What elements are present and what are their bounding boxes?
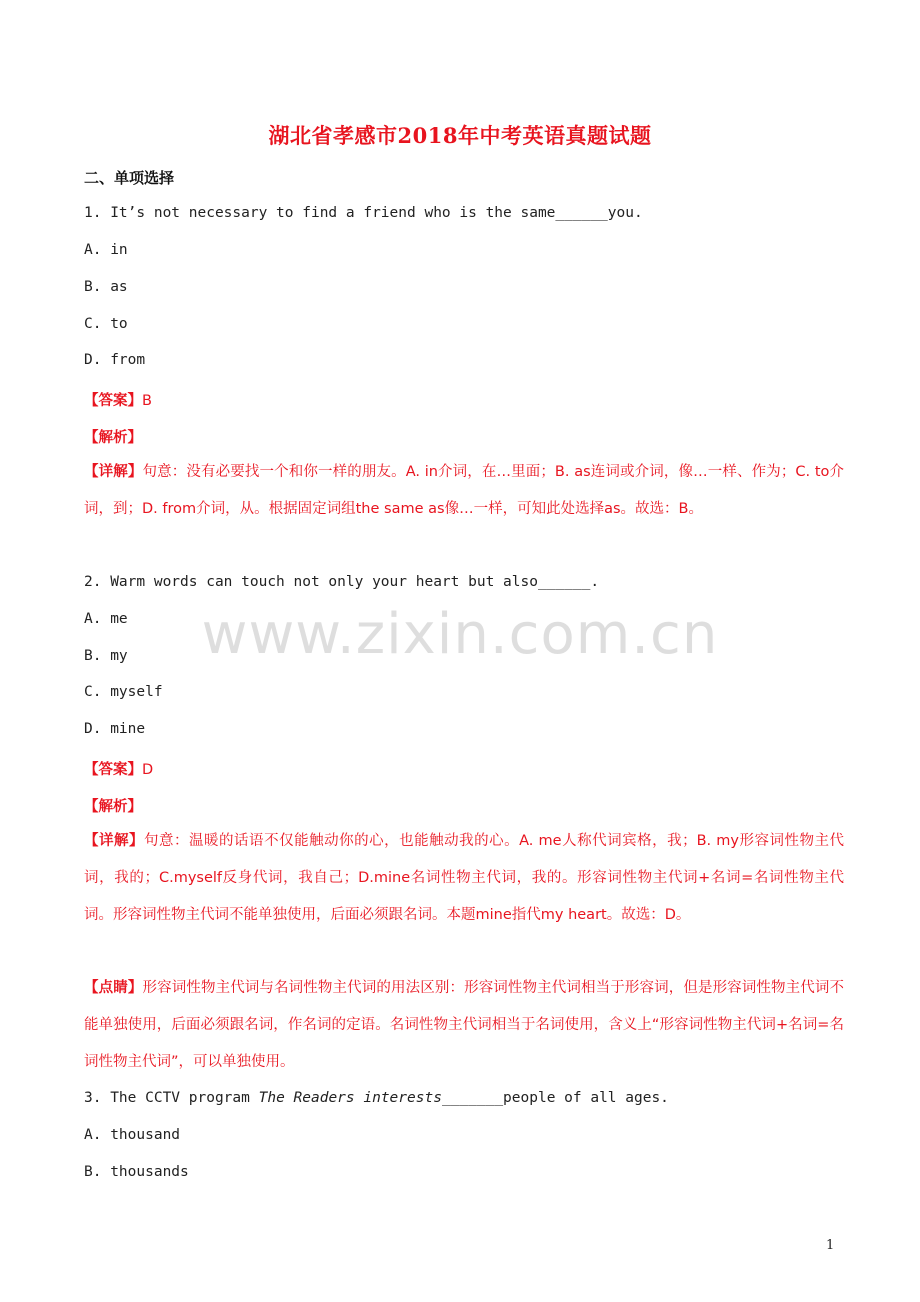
- tip-tag: 【点睛】: [84, 980, 143, 996]
- answer-value: B: [142, 393, 152, 409]
- question-1-answer: [84, 389, 152, 410]
- tip-text: 形容词性物主代词与名词性物主代词的用法区别：形容词性物主代词相当于形容词，但是形容词性物主代词不能单独使用，后面必须跟名词，作名词的定语。名词性物主代词相当于名词使用，含义上“形容词性物主代词+名词=名词性物主代词”，可以单独使用。: [84, 980, 845, 1070]
- question-1-stem: 1. It’s not necessary to find a friend who is the same______you.: [84, 205, 643, 221]
- program-name: The Readers interests: [258, 1090, 442, 1106]
- question-2-analysis-tag: 【解析】: [84, 799, 142, 815]
- question-2-answer: [84, 758, 153, 779]
- question-3-option-b: B. thousands: [84, 1164, 189, 1180]
- question-2-option-a: A. me: [84, 611, 128, 627]
- question-1-option-b: B. as: [84, 279, 128, 295]
- question-2-option-b: B. my: [84, 648, 128, 664]
- answer-tag: 【答案】: [84, 393, 142, 409]
- watermark: www.zixin.com.cn: [201, 602, 719, 667]
- question-1-option-c: C. to: [84, 316, 128, 332]
- question-2-option-d: D. mine: [84, 721, 146, 737]
- question-1-option-d: D. from: [84, 352, 146, 368]
- section-heading: 二、单项选择: [84, 169, 175, 187]
- detail-tag: 【详解】: [84, 464, 143, 480]
- answer-value: D: [142, 762, 154, 778]
- detail-text: 句意：温暖的话语不仅能触动你的心，也能触动我的心。A. me人称代词宾格，我；B. my形容词性物主代词，我的；C.myself反身代词，我自己；D.mine名词性物主代词，我的。形容词性物主代词+名词=名词性物主代词。形容词性物主代词不能单独使用，后面必须跟名词。本题mine指代my heart。故选：D。: [84, 833, 845, 923]
- question-2-option-c: C. myself: [84, 684, 163, 700]
- page-title: 湖北省孝感市2018年中考英语真题试题: [268, 123, 652, 148]
- stem-prefix: 3. The CCTV program: [84, 1090, 259, 1106]
- question-3-stem: [84, 1090, 669, 1106]
- stem-suffix: _______people of all ages.: [441, 1090, 669, 1106]
- page-number: 1: [826, 1238, 835, 1253]
- question-1-option-a: A. in: [84, 242, 128, 258]
- question-1-detail: [84, 454, 844, 528]
- question-3-option-a: A. thousand: [84, 1127, 181, 1143]
- question-2-detail: [84, 823, 844, 934]
- question-2-tip: [84, 970, 844, 1081]
- question-2-stem: 2. Warm words can touch not only your heart but also______.: [84, 574, 600, 590]
- question-1-analysis-tag: 【解析】: [84, 430, 142, 446]
- answer-tag: 【答案】: [84, 762, 142, 778]
- detail-tag: 【详解】: [84, 833, 145, 849]
- detail-text: 句意：没有必要找一个和你一样的朋友。A. in介词，在…里面；B. as连词或介词，像…一样、作为；C. to介词，到；D. from介词，从。根据固定词组the same as像…一样，可知此处选择as。故选：B。: [84, 464, 845, 517]
